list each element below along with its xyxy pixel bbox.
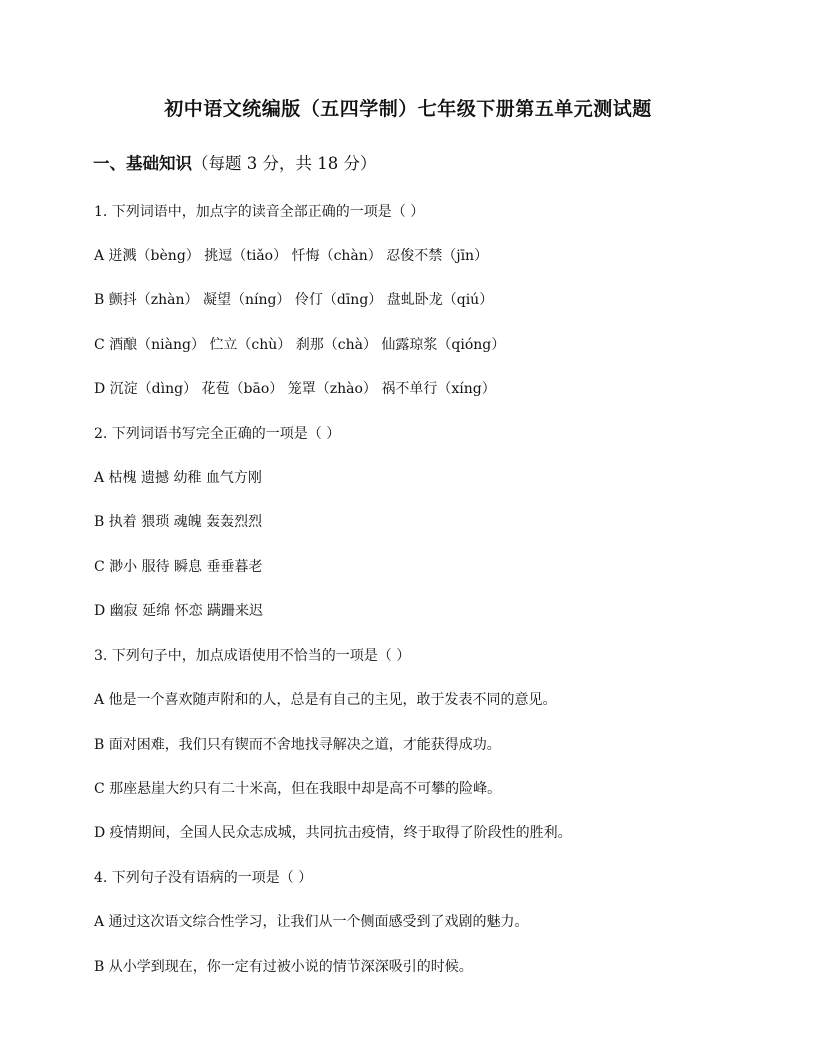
question-2-stem: 2. 下列词语书写完全正确的一项是（ ） xyxy=(94,426,341,442)
page-title: 初中语文统编版（五四学制）七年级下册第五单元测试题 xyxy=(164,98,652,120)
question-1-option-d: D 沉淀（dìng） 花苞（bāo） 笼罩（zhào） 祸不单行（xíng） xyxy=(94,381,496,397)
question-3-option-d: D 疫情期间，全国人民众志成城，共同抗击疫情，终于取得了阶段性的胜利。 xyxy=(94,825,572,841)
question-4-option-a: A 通过这次语文综合性学习，让我们从一个侧面感受到了戏剧的魅力。 xyxy=(94,914,529,930)
question-4-stem: 4. 下列句子没有语病的一项是（ ） xyxy=(94,870,313,886)
question-3-option-a: A 他是一个喜欢随声附和的人，总是有自己的主见，敢于发表不同的意见。 xyxy=(94,692,557,708)
question-2-option-a: A 枯槐 遗撼 幼稚 血气方刚 xyxy=(94,470,262,486)
question-1-option-a: A 迸溅（bèng） 挑逗（tiǎo） 忏悔（chàn） 忍俊不禁（jīn） xyxy=(94,248,489,264)
question-4-option-b: B 从小学到现在，你一定有过被小说的情节深深吸引的时候。 xyxy=(94,959,473,975)
question-1-stem: 1. 下列词语中，加点字的读音全部正确的一项是（ ） xyxy=(94,204,425,220)
question-1-option-c: C 酒酿（niàng） 伫立（chù） 刹那（chà） 仙露琼浆（qióng） xyxy=(94,337,506,353)
question-2-option-d: D 幽寂 延绵 怀恋 蹒跚来迟 xyxy=(94,603,264,619)
question-3-option-b: B 面对困难，我们只有锲而不舍地找寻解决之道，才能获得成功。 xyxy=(94,737,501,753)
section-heading-label: 一、基础知识 xyxy=(93,154,192,173)
section-heading-score-note: （每题 3 分，共 18 分） xyxy=(192,154,377,173)
question-1-option-b: B 颤抖（zhàn） 凝望（níng） 伶仃（dīng） 盘虬卧龙（qiú） xyxy=(94,292,494,308)
question-2-option-c: C 渺小 服待 瞬息 垂垂暮老 xyxy=(94,559,263,575)
section-heading xyxy=(93,150,376,174)
question-3-stem: 3. 下列句子中，加点成语使用不恰当的一项是（ ） xyxy=(94,648,411,664)
question-3-option-c: C 那座悬崖大约只有二十米高，但在我眼中却是高不可攀的险峰。 xyxy=(94,781,502,797)
question-2-option-b: B 执着 猥琐 魂魄 轰轰烈烈 xyxy=(94,514,263,530)
